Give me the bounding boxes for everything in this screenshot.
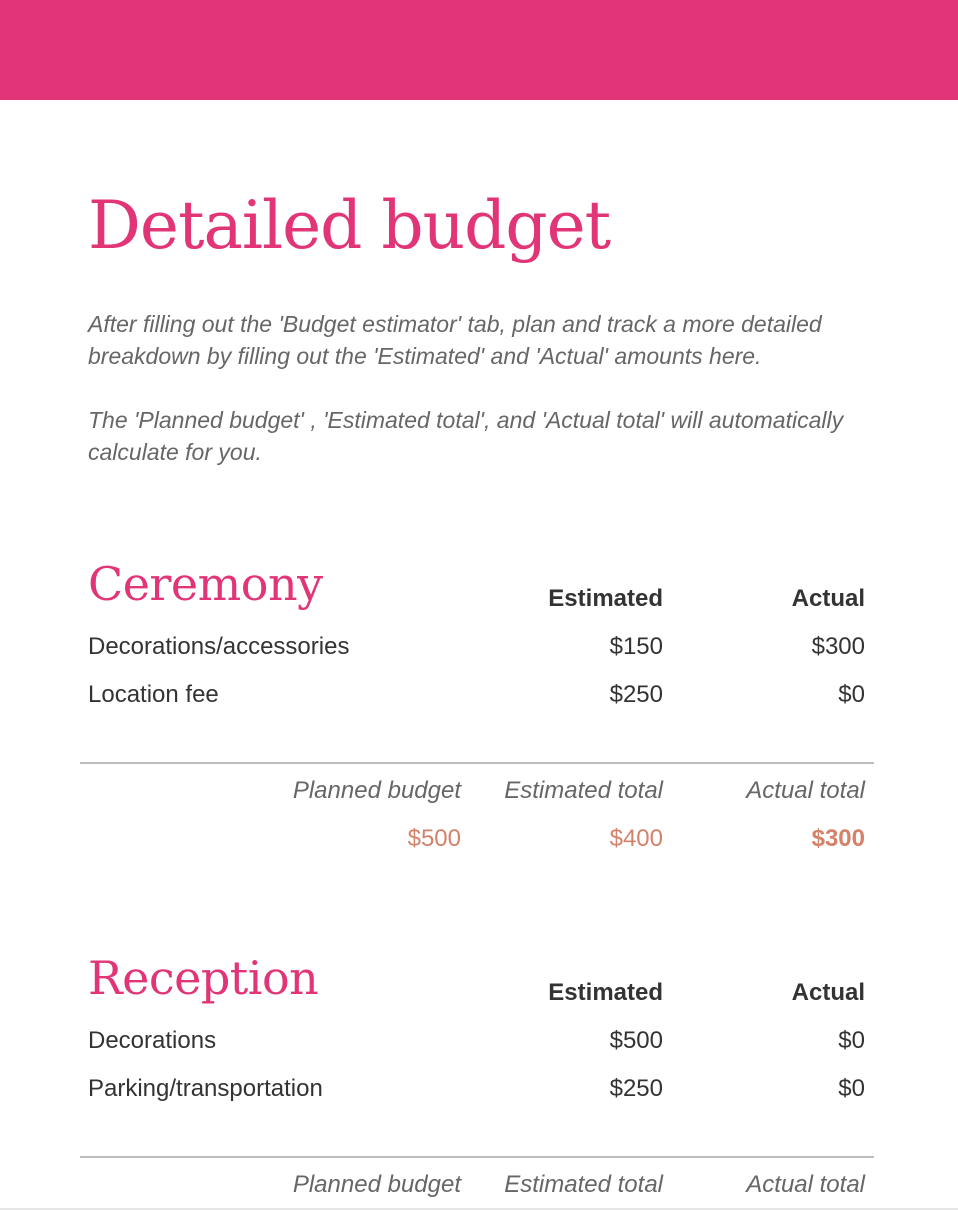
row-label[interactable]: Parking/transportation [88,1075,323,1102]
column-header-estimated: Estimated [548,585,663,612]
divider [80,762,874,764]
section-title-reception: Reception [88,951,319,1005]
planned-budget-label: Planned budget [292,777,461,804]
estimated-total-label: Estimated total [504,777,663,804]
row-label[interactable]: Location fee [88,681,219,708]
estimated-total-value: $400 [609,825,663,852]
column-header-actual: Actual [791,585,865,612]
header-banner [0,0,958,100]
estimated-cell[interactable]: $500 [609,1027,663,1054]
actual-cell[interactable]: $300 [811,633,865,660]
actual-cell[interactable]: $0 [838,1075,865,1102]
row-label[interactable]: Decorations/accessories [88,633,350,660]
page-title: Detailed budget [88,187,611,264]
estimated-cell[interactable]: $250 [609,681,663,708]
actual-total-label: Actual total [746,1171,865,1198]
column-header-actual: Actual [791,979,865,1006]
actual-total-label: Actual total [746,777,865,804]
intro-text: After filling out the 'Budget estimator' tab, plan and track a more detailed breakdown by filling out the 'Estimated' and 'Actual' amounts here. [88,311,822,369]
divider [80,1156,874,1158]
estimated-cell[interactable]: $250 [609,1075,663,1102]
column-header-estimated: Estimated [548,979,663,1006]
planned-budget-label: Planned budget [292,1171,461,1198]
actual-cell[interactable]: $0 [838,1027,865,1054]
actual-total-value: $300 [811,825,865,852]
planned-budget-value: $500 [407,825,461,852]
actual-cell[interactable]: $0 [838,681,865,708]
intro-note: The 'Planned budget' , 'Estimated total', and 'Actual total' will automatically calculate for you. [88,407,844,465]
row-label[interactable]: Decorations [88,1027,217,1054]
section-title-ceremony: Ceremony [88,557,323,611]
estimated-cell[interactable]: $150 [609,633,663,660]
estimated-total-label: Estimated total [504,1171,663,1198]
